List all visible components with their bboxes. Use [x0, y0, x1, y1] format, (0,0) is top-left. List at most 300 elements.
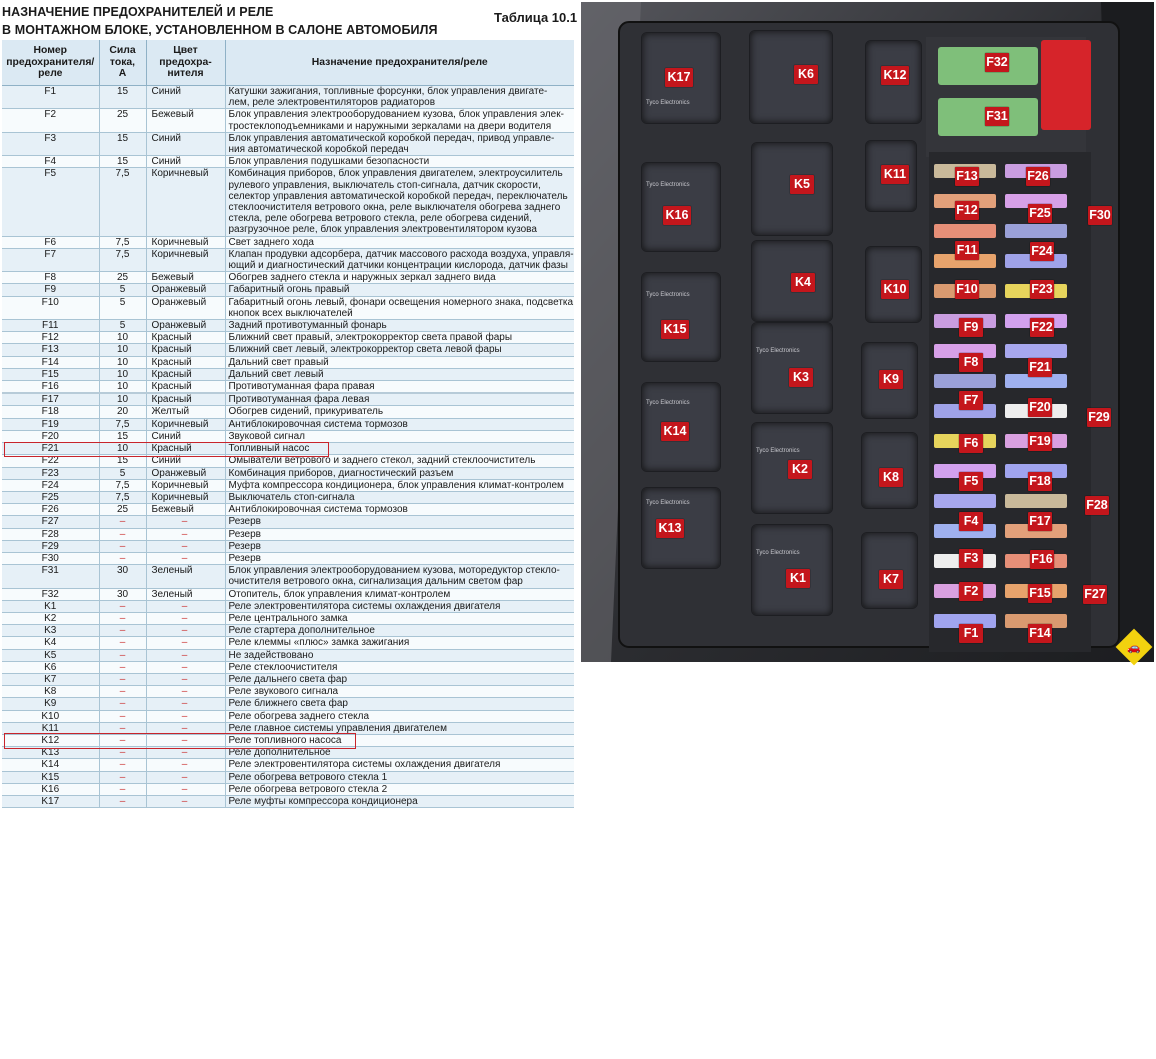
cell-number: F5 [44, 168, 57, 180]
purpose-line: Реле ближнего света фар [228, 698, 348, 710]
table-row [2, 552, 574, 564]
cell-purpose [225, 109, 574, 132]
cell-purpose [225, 734, 574, 746]
cell-color: – [146, 661, 225, 673]
cell-purpose [225, 393, 574, 406]
cell-purpose [225, 418, 574, 430]
purpose-line: Реле обогрева ветрового стекла 1 [228, 771, 388, 783]
cell-current: 10 [99, 443, 146, 455]
purpose-line: Дальний свет левый [228, 368, 324, 380]
cell-purpose [225, 600, 574, 612]
fuse-tag: F6 [959, 434, 983, 453]
cell-number: F32 [41, 588, 59, 600]
cell-color: – [146, 612, 225, 624]
purpose-line: Блок управления подушками безопасности [228, 156, 430, 168]
cell-color: Коричневый [146, 418, 225, 430]
cell-number: F23 [41, 467, 59, 479]
purpose-line: Резерв [228, 528, 261, 540]
cell-purpose [225, 673, 574, 685]
table-row [2, 686, 574, 698]
cell-current: – [99, 637, 146, 649]
cell-color: Красный [146, 381, 225, 394]
cell-current: – [99, 722, 146, 734]
table-row [2, 320, 574, 332]
purpose-line: Резерв [228, 552, 261, 564]
table-row [2, 516, 574, 528]
table-row [2, 109, 574, 132]
table-row [2, 637, 574, 649]
table-row [2, 393, 574, 406]
purpose-line: Клапан продувки адсорбера, датчик массового расхода воздуха, управля- [228, 248, 574, 260]
table-row [2, 710, 574, 722]
cell-number: K4 [44, 637, 57, 649]
cell-current: – [99, 516, 146, 528]
table-row [2, 734, 574, 746]
purpose-line: селектор управления автоматической коробкой передач, переключатель [228, 190, 568, 202]
cell-color: – [146, 771, 225, 783]
cell-number: F18 [41, 406, 59, 418]
cell-current: – [99, 661, 146, 673]
purpose-line: Обогрев сидений, прикуриватель [228, 406, 384, 418]
cell-color: Коричневый [146, 479, 225, 491]
cell-number: F11 [42, 320, 59, 332]
purpose-line: Реле центрального замка [228, 612, 348, 624]
purpose-line: Ближний свет правый, электрокорректор света правой фары [228, 332, 513, 344]
cell-current: – [99, 600, 146, 612]
cell-number: F17 [41, 394, 59, 406]
table-row [2, 86, 574, 109]
table-row [2, 747, 574, 759]
cell-current: 15 [99, 430, 146, 442]
cell-purpose [225, 552, 574, 564]
table-row [2, 344, 574, 356]
cell-purpose [225, 332, 574, 344]
cell-current: 5 [99, 296, 146, 319]
table-row [2, 272, 574, 284]
fuse-tag: F25 [1028, 204, 1052, 223]
fuse-tag: F14 [1028, 624, 1052, 643]
col-color-line: предохра- [159, 56, 212, 68]
cell-current: – [99, 612, 146, 624]
cell-color: – [146, 637, 225, 649]
cell-purpose [225, 771, 574, 783]
cell-purpose [225, 649, 574, 661]
table-row [2, 368, 574, 380]
cell-current: – [99, 540, 146, 552]
cell-color: – [146, 673, 225, 685]
purpose-line: Реле стартера дополнительное [228, 625, 375, 637]
cell-current: – [99, 552, 146, 564]
title-line-1: НАЗНАЧЕНИЕ ПРЕДОХРАНИТЕЛЕЙ И РЕЛЕ [2, 5, 274, 19]
cell-number: F24 [41, 479, 59, 491]
cell-color: Бежевый [146, 109, 225, 132]
relay-brand-label: Tyco Electronics [756, 550, 800, 556]
table-row [2, 356, 574, 368]
cell-color: – [146, 625, 225, 637]
cell-current: 15 [99, 455, 146, 467]
table-row [2, 504, 574, 516]
cell-color: Коричневый [146, 491, 225, 503]
purpose-line: Реле дополнительное [228, 747, 331, 759]
cell-color: – [146, 528, 225, 540]
cell-color: Коричневый [146, 248, 225, 271]
cell-current: 10 [99, 368, 146, 380]
fuse-tag: F17 [1028, 512, 1052, 531]
cell-number: F20 [41, 430, 59, 442]
col-current-header [99, 40, 146, 86]
relay-tag: K10 [881, 280, 909, 299]
cell-number: F3 [44, 132, 57, 144]
cell-purpose [225, 565, 574, 588]
purpose-line: Реле топливного насоса [228, 734, 342, 746]
cell-color: Коричневый [146, 168, 225, 236]
cell-number: F13 [41, 344, 59, 356]
blade-fuse [1005, 224, 1067, 238]
cell-number: F12 [41, 332, 59, 344]
purpose-line: Задний противотуманный фонарь [228, 320, 387, 332]
cell-current: 15 [99, 86, 146, 109]
cell-number: F14 [41, 356, 59, 368]
purpose-line: ния автоматической коробкой передач [228, 144, 409, 156]
cell-number: F16 [41, 381, 59, 393]
fuse-tag: F27 [1083, 585, 1107, 604]
purpose-line: Омыватели ветрового и заднего стекол, задний стеклоочиститель [228, 455, 536, 467]
relay-tag: K15 [661, 320, 689, 339]
cell-current: 7,5 [99, 168, 146, 236]
cell-purpose [225, 516, 574, 528]
cell-current: 10 [99, 332, 146, 344]
purpose-line: Муфта компрессора кондиционера, блок управления климат-контролем [228, 479, 564, 491]
purpose-line: Габаритный огонь левый, фонари освещения номерного знака, подсветка [228, 296, 574, 308]
cell-purpose [225, 320, 574, 332]
cell-current: 10 [99, 344, 146, 356]
relay-tag: K14 [661, 422, 689, 441]
fuse-tag: F24 [1030, 242, 1054, 261]
fuse-tag: F10 [955, 280, 979, 299]
table-row [2, 491, 574, 503]
purpose-line: Комбинация приборов, блок управления двигателем, электроусилитель [228, 168, 563, 180]
cell-color: Зеленый [146, 588, 225, 600]
table-row [2, 479, 574, 491]
purpose-line: Антиблокировочная система тормозов [228, 418, 408, 430]
table-row [2, 443, 574, 455]
cell-purpose [225, 168, 574, 236]
blade-fuse [1005, 494, 1067, 508]
purpose-line: Катушки зажигания, топливные форсунки, блок управления двигате- [228, 86, 548, 97]
cell-purpose [225, 406, 574, 418]
cell-current: 7,5 [99, 248, 146, 271]
table-row [2, 455, 574, 467]
purpose-line: Резерв [228, 540, 261, 552]
fuse-tag: F8 [959, 353, 983, 372]
cell-purpose [225, 455, 574, 467]
cell-color: Желтый [146, 406, 225, 418]
col-current-line: Сила [109, 45, 136, 57]
purpose-line: Реле стеклоочистителя [228, 661, 338, 673]
col-number-line: реле [38, 68, 63, 80]
cell-current: 7,5 [99, 491, 146, 503]
purpose-line: Реле обогрева ветрового стекла 2 [228, 783, 388, 795]
cell-purpose [225, 381, 574, 394]
cell-purpose [225, 284, 574, 296]
col-number-line: предохранителя/ [6, 56, 95, 68]
cell-purpose [225, 430, 574, 442]
cell-number: K15 [41, 771, 60, 783]
fuse-tag: F32 [985, 53, 1009, 72]
cell-current: – [99, 783, 146, 795]
fuse-tag: F20 [1028, 398, 1052, 417]
cell-number: F28 [41, 528, 59, 540]
col-number-header [2, 40, 99, 86]
fuse-tag: F23 [1030, 280, 1054, 299]
cell-purpose [225, 504, 574, 516]
cell-color: Красный [146, 368, 225, 380]
cell-purpose [225, 156, 574, 168]
cell-purpose [225, 272, 574, 284]
cell-color: Оранжевый [146, 467, 225, 479]
cell-current: 25 [99, 272, 146, 284]
purpose-line: Реле электровентилятора системы охлаждения двигателя [228, 759, 501, 771]
cell-color: Синий [146, 430, 225, 442]
cell-purpose [225, 467, 574, 479]
fuse-tag: F31 [985, 107, 1009, 126]
cell-color: Синий [146, 132, 225, 155]
relay-brand-label: Tyco Electronics [646, 500, 690, 506]
cell-color: – [146, 747, 225, 759]
cell-color: Зеленый [146, 565, 225, 588]
cell-color: – [146, 698, 225, 710]
cell-current: 15 [99, 132, 146, 155]
cell-color: – [146, 734, 225, 746]
relay-tag: K6 [794, 65, 818, 84]
cell-current: – [99, 698, 146, 710]
purpose-line: Резерв [228, 516, 261, 528]
cell-current: – [99, 649, 146, 661]
fuse-tag: F15 [1028, 584, 1052, 603]
table-heading [2, 4, 577, 40]
fuse-tag: F30 [1088, 206, 1112, 225]
relay-tag: K13 [656, 519, 684, 538]
fuse-tag: F29 [1087, 408, 1111, 427]
relay-tag: K5 [790, 175, 814, 194]
table-row [2, 540, 574, 552]
relay-brand-label: Tyco Electronics [756, 448, 800, 454]
cell-color: – [146, 795, 225, 807]
cell-number: F29 [41, 540, 59, 552]
fuse-tag: F2 [959, 582, 983, 601]
car-icon: 🚗 [1127, 642, 1141, 654]
fuse-tag: F21 [1028, 358, 1052, 377]
fuse-tag: F18 [1028, 472, 1052, 491]
purpose-line: Ближний свет левый, электрокорректор света левой фары [228, 344, 502, 356]
cell-number: K17 [41, 795, 60, 807]
cell-color: – [146, 722, 225, 734]
cell-number: F4 [44, 156, 57, 168]
cell-purpose [225, 637, 574, 649]
table-row [2, 132, 574, 155]
cell-color: – [146, 552, 225, 564]
table-row [2, 381, 574, 394]
purpose-line: тростеклоподъемниками и наружными зеркалами на двери водителя [228, 120, 552, 132]
purpose-line: кнопок всех выключателей [228, 307, 353, 319]
purpose-line: Реле муфты компрессора кондиционера [228, 795, 418, 807]
cell-current: 15 [99, 156, 146, 168]
relay-brand-label: Tyco Electronics [646, 182, 690, 188]
cell-number: F9 [44, 284, 57, 296]
relay-tag: K8 [879, 468, 903, 487]
purpose-line: Противотуманная фара левая [228, 394, 370, 406]
cell-number: F10 [41, 296, 59, 308]
table-row [2, 406, 574, 418]
table-row [2, 673, 574, 685]
cell-color: Красный [146, 393, 225, 406]
col-purpose-header: Назначение предохранителя/реле [225, 40, 574, 86]
cell-number: F25 [41, 491, 59, 503]
relay-brand-label: Tyco Electronics [756, 348, 800, 354]
cell-purpose [225, 783, 574, 795]
cell-number: F7 [44, 248, 57, 260]
cell-number: F15 [41, 368, 59, 380]
cell-current: – [99, 747, 146, 759]
cell-number: K9 [44, 698, 57, 710]
cell-current: – [99, 795, 146, 807]
blade-fuse [934, 224, 996, 238]
cell-current: 20 [99, 406, 146, 418]
cell-number: K7 [44, 673, 57, 685]
table-body [2, 86, 574, 808]
cell-color: Синий [146, 156, 225, 168]
table-row [2, 588, 574, 600]
table-row [2, 649, 574, 661]
cell-color: Красный [146, 332, 225, 344]
table-row [2, 236, 574, 248]
purpose-line: Блок управления автоматической коробкой передач, привод управле- [228, 132, 555, 144]
cell-purpose [225, 344, 574, 356]
cell-number: K2 [44, 612, 57, 624]
purpose-line: Дальний свет правый [228, 356, 329, 368]
table-row [2, 168, 574, 236]
col-color-line: Цвет [173, 45, 198, 57]
cell-current: – [99, 686, 146, 698]
cell-purpose [225, 540, 574, 552]
cell-current: 5 [99, 320, 146, 332]
purpose-line: Реле звукового сигнала [228, 686, 339, 698]
cell-number: F19 [41, 418, 59, 430]
table-row [2, 332, 574, 344]
relay-tag: K12 [881, 66, 909, 85]
cell-color: Оранжевый [146, 296, 225, 319]
cell-number: K11 [41, 722, 59, 734]
cell-number: F2 [44, 109, 57, 121]
cell-current: 10 [99, 356, 146, 368]
cell-purpose [225, 625, 574, 637]
table-header-row [2, 40, 574, 86]
relay-tag: K3 [789, 368, 813, 387]
relay-tag: K11 [881, 165, 909, 184]
cell-purpose [225, 588, 574, 600]
cell-current: 7,5 [99, 479, 146, 491]
cell-color: Красный [146, 356, 225, 368]
relay-tag: K7 [879, 570, 903, 589]
cell-current: – [99, 759, 146, 771]
table-row [2, 296, 574, 319]
fuse-tag: F16 [1030, 550, 1054, 569]
table-row [2, 612, 574, 624]
cell-number: F30 [41, 552, 59, 564]
title-line-2: В МОНТАЖНОМ БЛОКЕ, УСТАНОВЛЕННОМ В САЛОНЕ АВТОМОБИЛЯ [2, 23, 438, 37]
cell-current: 25 [99, 504, 146, 516]
cell-current: 10 [99, 381, 146, 394]
cell-color: Бежевый [146, 504, 225, 516]
cell-number: F22 [41, 455, 59, 467]
cell-color: – [146, 710, 225, 722]
purpose-line: очистителя ветрового окна, сигнализация дальним светом фар [228, 576, 523, 588]
cell-purpose [225, 686, 574, 698]
cell-purpose [225, 698, 574, 710]
relay-brand-label: Tyco Electronics [646, 400, 690, 406]
cell-current: 5 [99, 467, 146, 479]
cell-number: F6 [44, 236, 57, 248]
table-row [2, 661, 574, 673]
relay-body [641, 272, 721, 362]
col-current-line: А [118, 68, 127, 80]
cell-current: 7,5 [99, 236, 146, 248]
relay-body [749, 30, 833, 124]
cell-number: F27 [41, 516, 59, 528]
fuse-relay-table [2, 40, 574, 808]
table-label: Таблица 10.1 [494, 10, 578, 25]
purpose-line: рулевого управления, выключатель стоп-сигнала, датчик скорости, [228, 179, 541, 191]
cell-current: 30 [99, 588, 146, 600]
fuse-tag: F3 [959, 549, 983, 568]
col-number-line: Номер [33, 45, 68, 57]
cell-number: F26 [41, 504, 59, 516]
purpose-line: лем, реле электровентиляторов радиаторов [228, 97, 436, 109]
table-row [2, 759, 574, 771]
cell-current: 25 [99, 109, 146, 132]
col-color-line: нителя [167, 68, 204, 80]
relay-tag: K4 [791, 273, 815, 292]
cell-number: F31 [41, 565, 59, 577]
table-row [2, 418, 574, 430]
red-cover [1041, 40, 1091, 130]
table-row [2, 783, 574, 795]
cell-number: F8 [44, 272, 57, 284]
table-row [2, 430, 574, 442]
cell-number: F21 [41, 443, 59, 455]
cell-purpose [225, 747, 574, 759]
purpose-line: Реле клеммы «плюс» замка зажигания [228, 637, 410, 649]
purpose-line: Блок управления электрооборудованием кузова, моторедуктор стекло- [228, 565, 560, 577]
table-row [2, 600, 574, 612]
cell-purpose [225, 248, 574, 271]
cell-color: Коричневый [146, 236, 225, 248]
relay-brand-label: Tyco Electronics [646, 100, 690, 106]
cell-color: – [146, 686, 225, 698]
fuse-tag: F13 [955, 167, 979, 186]
fuse-tag: F26 [1026, 167, 1050, 186]
cell-current: 5 [99, 284, 146, 296]
fuse-tag: F1 [959, 624, 983, 643]
cell-current: 7,5 [99, 418, 146, 430]
purpose-line: Топливный насос [228, 443, 310, 455]
purpose-line: Выключатель стоп-сигнала [228, 491, 355, 503]
relay-tag: K9 [879, 370, 903, 389]
cell-purpose [225, 528, 574, 540]
cell-color: – [146, 600, 225, 612]
purpose-line: стеклоочистителя ветрового окна, реле выключателя обогрева заднего [228, 202, 561, 214]
purpose-line: Не задействовано [228, 649, 314, 661]
